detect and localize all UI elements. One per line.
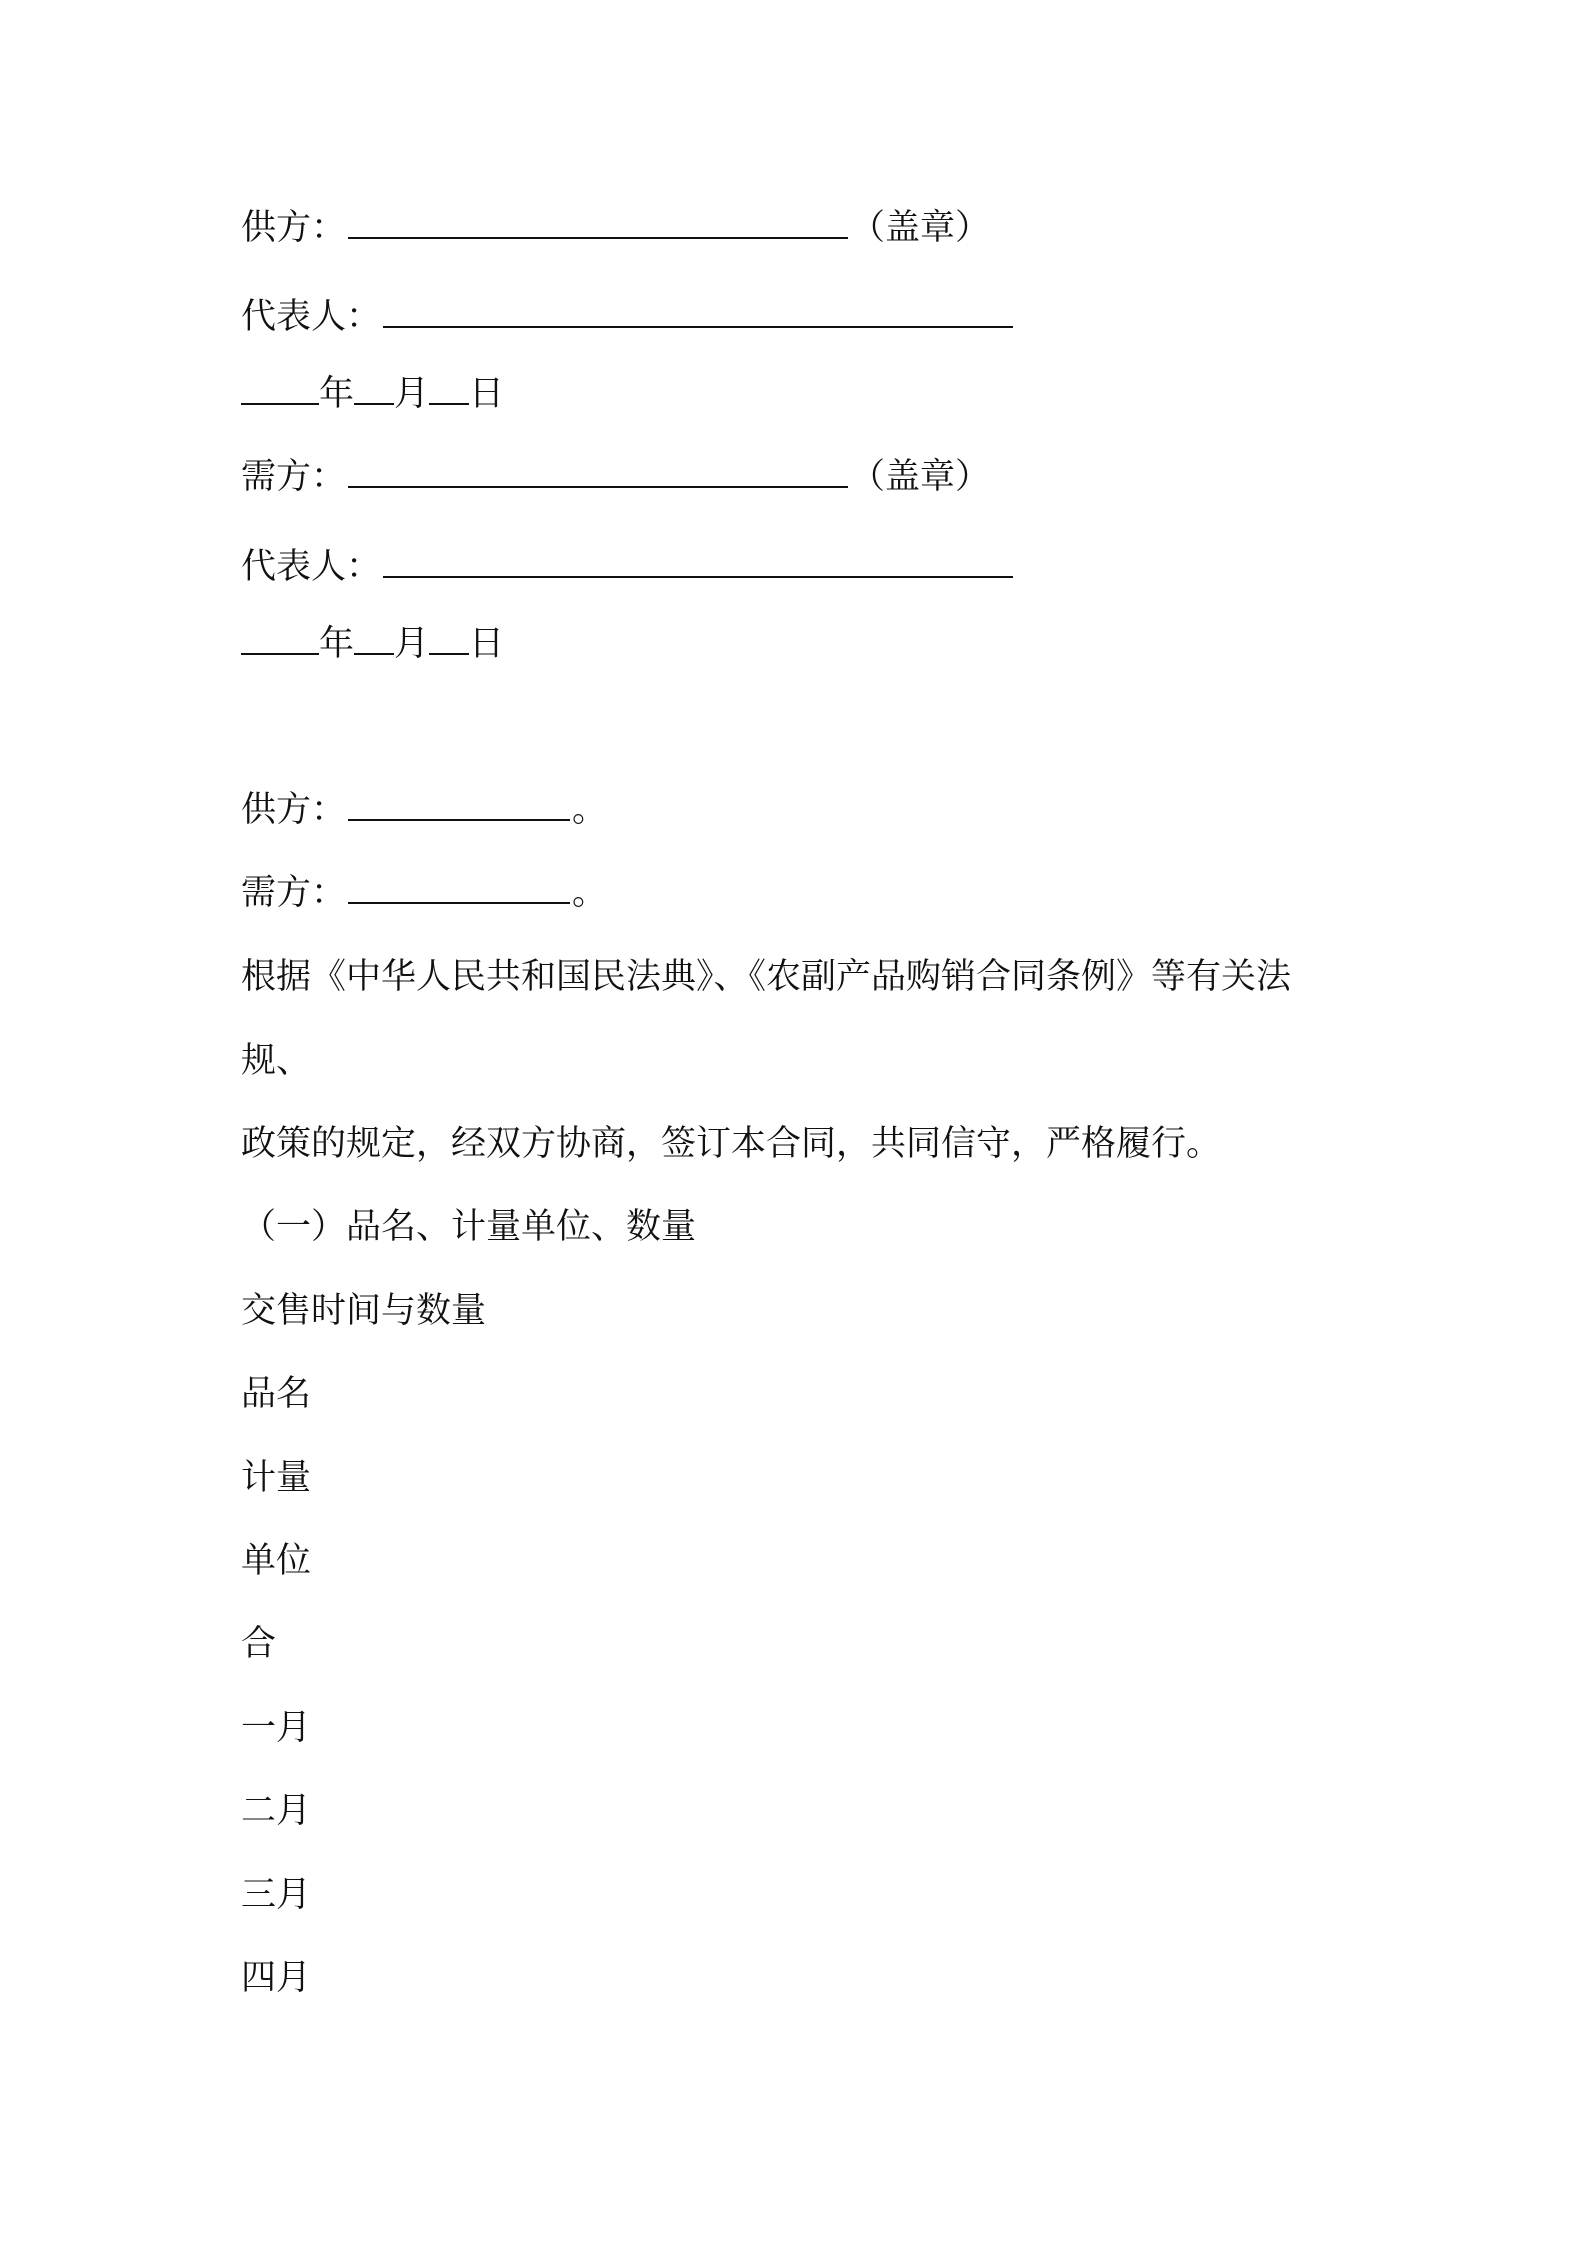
buyer-rep-label: 代表人： (241, 547, 382, 587)
intro-paragraph-line-2: 规、 (241, 1041, 312, 1081)
supplier-signature-line (241, 206, 990, 250)
table-item: 四月 (241, 1958, 312, 1998)
table-item: 合 (241, 1624, 277, 1664)
supplier-month-label: 月 (394, 374, 430, 414)
buyer-representative-line (241, 545, 1015, 589)
supplier-day-label: 日 (469, 374, 505, 414)
table-item: 三月 (241, 1875, 312, 1915)
buyer-name-blank (348, 456, 848, 488)
supplier-year-blank (241, 373, 319, 405)
parties-buyer-period: 。 (572, 873, 608, 913)
buyer-month-blank (354, 623, 394, 655)
table-item: 一月 (241, 1708, 312, 1748)
supplier-seal: （盖章） (850, 208, 991, 248)
buyer-seal: （盖章） (850, 457, 991, 497)
parties-supplier-blank (348, 789, 570, 821)
buyer-day-blank (429, 623, 469, 655)
table-item: 计量 (241, 1458, 312, 1498)
supplier-rep-blank (383, 296, 1013, 328)
section-heading-1: （一）品名、计量单位、数量 (241, 1207, 697, 1247)
intro-paragraph-line-3: 政策的规定，经双方协商，签订本合同，共同信守，严格履行。 (241, 1124, 1222, 1164)
buyer-rep-blank (383, 546, 1013, 578)
table-item: 品名 (241, 1374, 312, 1414)
table-item: 二月 (241, 1791, 312, 1831)
buyer-year-blank (241, 623, 319, 655)
supplier-label: 供方： (241, 208, 347, 248)
supplier-day-blank (429, 373, 469, 405)
parties-buyer-label: 需方： (241, 873, 347, 913)
supplier-month-blank (354, 373, 394, 405)
parties-buyer-blank (348, 872, 570, 904)
supplier-date-line (241, 372, 504, 416)
table-item: 单位 (241, 1541, 312, 1581)
buyer-day-label: 日 (469, 624, 505, 664)
supplier-name-blank (348, 207, 848, 239)
parties-supplier-line (241, 788, 607, 832)
table-item: 交售时间与数量 (241, 1291, 487, 1331)
supplier-representative-line (241, 295, 1015, 339)
parties-supplier-period: 。 (572, 790, 608, 830)
intro-paragraph-line-1: 根据《中华人民共和国民法典》、《农副产品购销合同条例》等有关法 (241, 957, 1292, 997)
supplier-rep-label: 代表人： (241, 297, 382, 337)
buyer-date-line (241, 622, 504, 666)
buyer-signature-line (241, 455, 990, 499)
parties-supplier-label: 供方： (241, 790, 347, 830)
buyer-year-label: 年 (319, 624, 355, 664)
buyer-label: 需方： (241, 457, 347, 497)
supplier-year-label: 年 (319, 374, 355, 414)
buyer-month-label: 月 (394, 624, 430, 664)
parties-buyer-line (241, 871, 607, 915)
